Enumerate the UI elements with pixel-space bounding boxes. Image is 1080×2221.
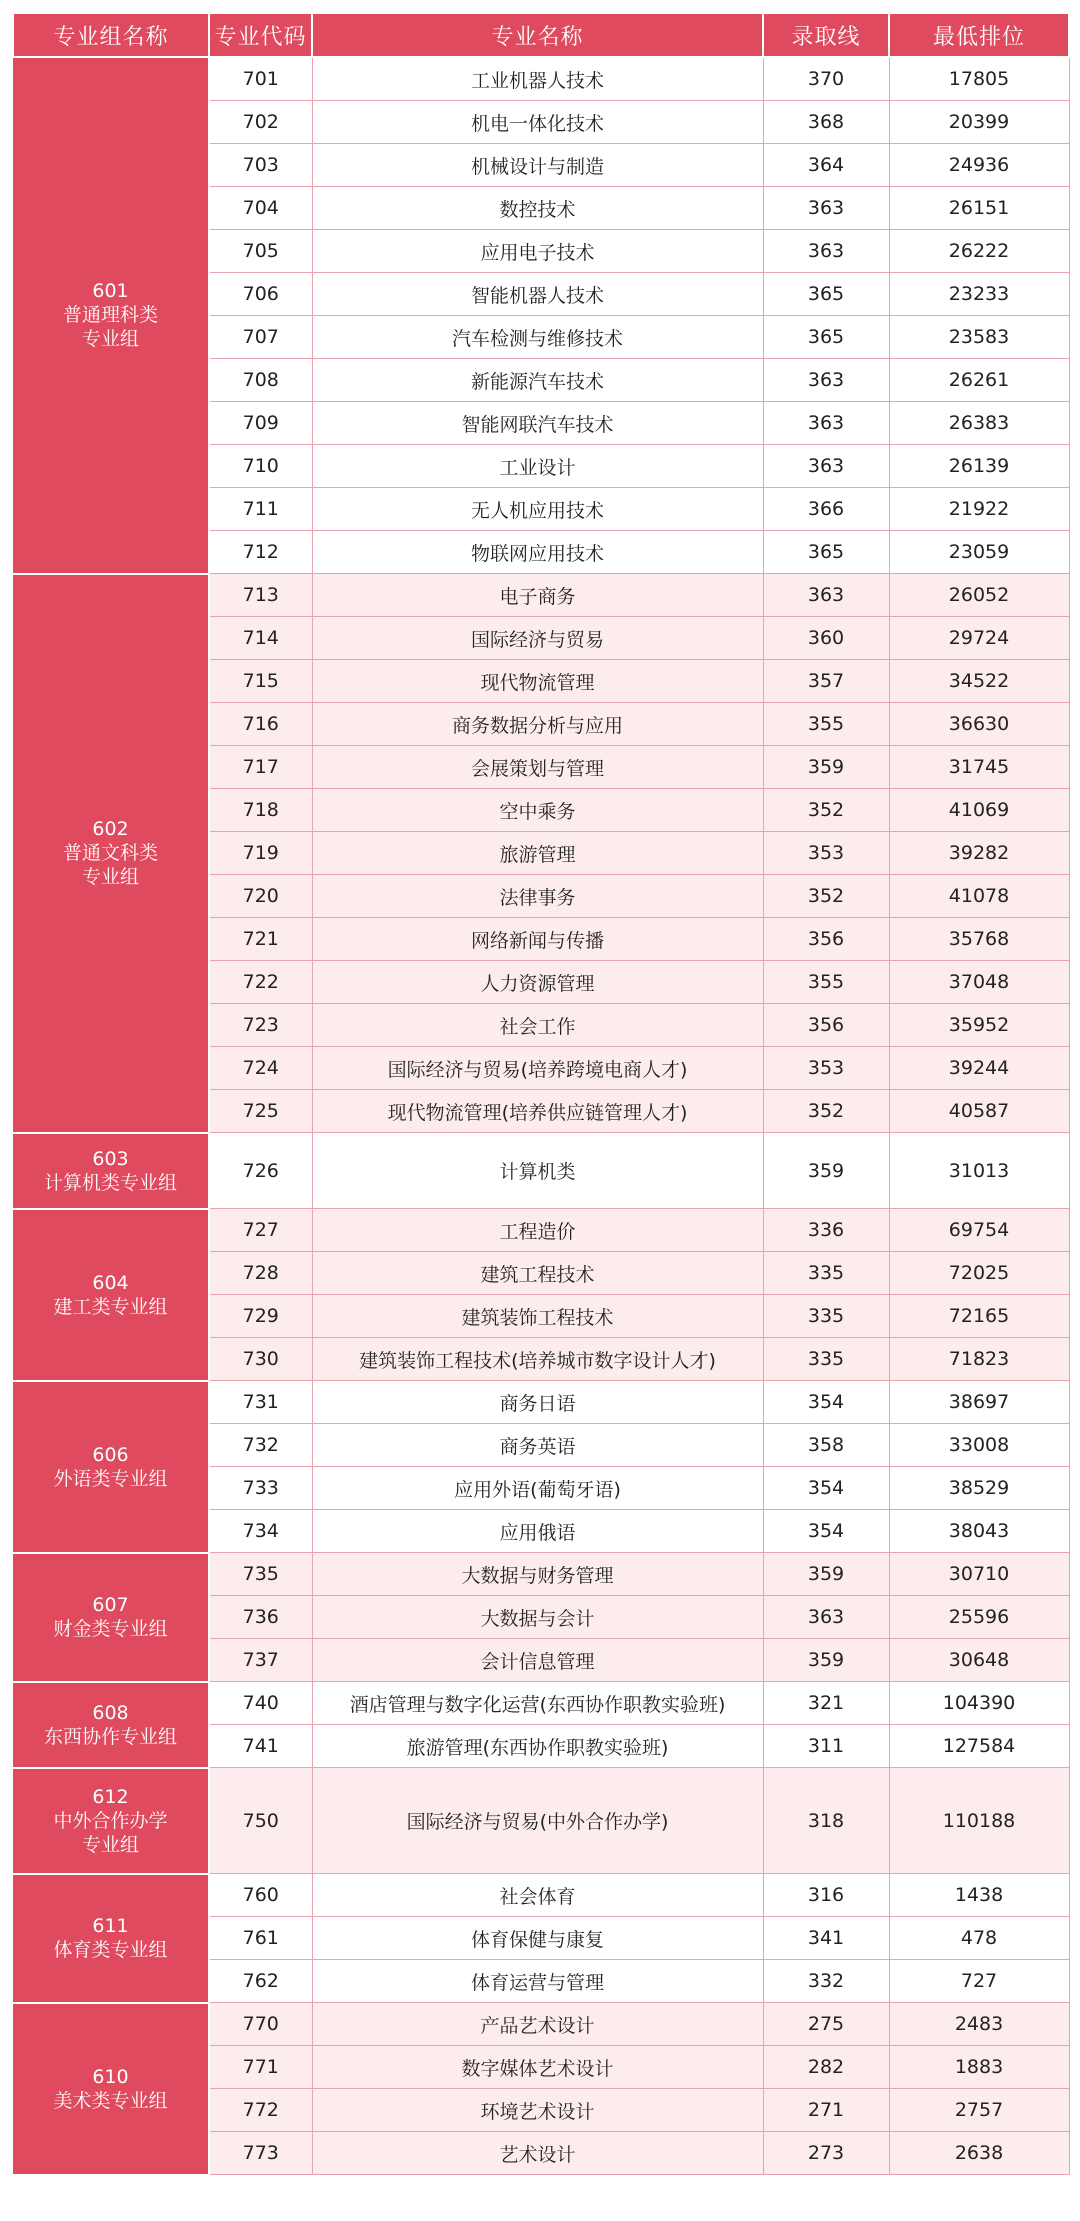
group-name-line: 普通理科类 [62,304,158,327]
group-name-cell [13,1133,209,1209]
major-code-cell: 719 [209,832,312,875]
lowest-rank-cell: 20399 [889,101,1069,144]
group-name-cell [13,574,209,1133]
admission-score-cell: 335 [763,1295,889,1338]
admission-score-cell: 353 [763,1047,889,1090]
lowest-rank-cell: 26139 [889,445,1069,488]
group-name-line: 608 [92,1701,129,1724]
admission-score-cell: 357 [763,660,889,703]
major-name-cell: 商务日语 [312,1381,763,1424]
group-name-line: 专业组 [81,866,139,888]
major-code-cell: 720 [209,875,312,918]
major-name-cell: 人力资源管理 [312,961,763,1004]
major-code-cell: 706 [209,273,312,316]
major-name-cell: 汽车检测与维修技术 [312,316,763,359]
group-name-line: 建工类专业组 [53,1295,168,1318]
lowest-rank-cell: 104390 [889,1682,1069,1725]
lowest-rank-cell: 40587 [889,1090,1069,1133]
admission-score-cell: 341 [763,1917,889,1960]
major-name-cell: 会计信息管理 [312,1639,763,1682]
major-name-cell: 商务英语 [312,1424,763,1467]
major-name-cell: 空中乘务 [312,789,763,832]
table-header-row [13,13,1069,57]
table-row [13,1209,1069,1252]
major-name-cell: 建筑装饰工程技术 [312,1295,763,1338]
lowest-rank-cell: 25596 [889,1596,1069,1639]
major-name-cell: 机械设计与制造 [312,144,763,187]
table-row [13,574,1069,617]
group-name-line: 专业组 [81,328,139,351]
group-name-cell [13,1768,209,1874]
group-name-cell [13,57,209,574]
major-code-cell: 737 [209,1639,312,1682]
major-name-cell: 现代物流管理(培养供应链管理人才) [312,1090,763,1133]
major-name-cell: 网络新闻与传播 [312,918,763,961]
lowest-rank-cell: 2757 [889,2089,1069,2132]
lowest-rank-cell: 71823 [889,1338,1069,1381]
lowest-rank-cell: 478 [889,1917,1069,1960]
lowest-rank-cell: 35952 [889,1004,1069,1047]
major-code-cell: 717 [209,746,312,789]
major-name-cell: 工程造价 [312,1209,763,1252]
table-row [13,1381,1069,1424]
major-code-cell: 728 [209,1252,312,1295]
admission-score-cell: 353 [763,832,889,875]
major-code-cell: 740 [209,1682,312,1725]
admission-score-cell: 352 [763,789,889,832]
major-name-cell: 应用电子技术 [312,230,763,273]
admission-score-cell: 368 [763,101,889,144]
admission-score-cell: 358 [763,1424,889,1467]
admission-score-cell: 352 [763,1090,889,1133]
group-name-line: 606 [92,1443,129,1466]
lowest-rank-cell: 31013 [889,1133,1069,1209]
admission-score-cell: 359 [763,1133,889,1209]
admission-score-cell: 359 [763,1639,889,1682]
lowest-rank-cell: 35768 [889,918,1069,961]
admission-score-cell: 365 [763,531,889,574]
group-name-cell [13,1553,209,1682]
admission-score-cell: 364 [763,144,889,187]
group-name-line: 体育类专业组 [53,1939,168,1961]
admission-score-cell: 370 [763,57,889,101]
lowest-rank-cell: 31745 [889,746,1069,789]
major-name-cell: 智能机器人技术 [312,273,763,316]
admission-score-cell: 363 [763,187,889,230]
major-name-cell: 环境艺术设计 [312,2089,763,2132]
admission-score-cell: 359 [763,746,889,789]
major-name-cell: 现代物流管理 [312,660,763,703]
admission-score-cell: 354 [763,1467,889,1510]
lowest-rank-cell: 39282 [889,832,1069,875]
major-name-cell: 酒店管理与数字化运营(东西协作职教实验班) [312,1682,763,1725]
lowest-rank-cell: 26222 [889,230,1069,273]
major-name-cell: 电子商务 [312,574,763,617]
admission-score-cell: 366 [763,488,889,531]
table-row [13,1553,1069,1596]
admission-score-cell: 352 [763,875,889,918]
group-name-line: 普通文科类 [62,842,158,864]
major-code-cell: 714 [209,617,312,660]
major-name-cell: 法律事务 [312,875,763,918]
group-name-line: 计算机类专业组 [43,1171,177,1194]
major-code-cell: 702 [209,101,312,144]
group-name-cell [13,1381,209,1553]
major-code-cell: 741 [209,1725,312,1768]
major-code-cell: 709 [209,402,312,445]
major-name-cell: 旅游管理(东西协作职教实验班) [312,1725,763,1768]
admission-score-cell: 321 [763,1682,889,1725]
major-code-cell: 772 [209,2089,312,2132]
lowest-rank-cell: 1883 [889,2046,1069,2089]
major-code-cell: 723 [209,1004,312,1047]
major-code-cell: 710 [209,445,312,488]
major-name-cell: 建筑工程技术 [312,1252,763,1295]
table-row [13,1133,1069,1209]
lowest-rank-cell: 37048 [889,961,1069,1004]
major-code-cell: 725 [209,1090,312,1133]
header-major-name: 专业名称 [312,13,763,57]
group-name-cell [13,1209,209,1381]
major-code-cell: 735 [209,1553,312,1596]
major-code-cell: 707 [209,316,312,359]
admission-score-cell: 271 [763,2089,889,2132]
lowest-rank-cell: 21922 [889,488,1069,531]
lowest-rank-cell: 38529 [889,1467,1069,1510]
admission-score-cell: 355 [763,703,889,746]
major-name-cell: 国际经济与贸易(中外合作办学) [312,1768,763,1874]
major-code-cell: 770 [209,2003,312,2046]
group-name-line: 610 [92,2065,129,2088]
group-name-line: 602 [92,818,129,840]
admission-score-cell: 336 [763,1209,889,1252]
lowest-rank-cell: 38043 [889,1510,1069,1553]
major-name-cell: 新能源汽车技术 [312,359,763,402]
lowest-rank-cell: 29724 [889,617,1069,660]
major-name-cell: 艺术设计 [312,2132,763,2175]
major-code-cell: 726 [209,1133,312,1209]
lowest-rank-cell: 23583 [889,316,1069,359]
major-name-cell: 大数据与财务管理 [312,1553,763,1596]
major-name-cell: 产品艺术设计 [312,2003,763,2046]
lowest-rank-cell: 2483 [889,2003,1069,2046]
group-name-line: 612 [92,1785,129,1808]
admission-score-cell: 354 [763,1381,889,1424]
major-code-cell: 705 [209,230,312,273]
table-row [13,1768,1069,1874]
major-name-cell: 国际经济与贸易 [312,617,763,660]
admission-score-cell: 356 [763,918,889,961]
admission-score-cell: 363 [763,402,889,445]
lowest-rank-cell: 24936 [889,144,1069,187]
admission-score-cell: 365 [763,273,889,316]
admission-score-cell: 356 [763,1004,889,1047]
lowest-rank-cell: 26151 [889,187,1069,230]
major-code-cell: 760 [209,1874,312,1917]
lowest-rank-cell: 34522 [889,660,1069,703]
group-name-line: 专业组 [81,1833,139,1856]
lowest-rank-cell: 26052 [889,574,1069,617]
admission-score-cell: 365 [763,316,889,359]
group-name-line: 604 [92,1271,129,1294]
lowest-rank-cell: 1438 [889,1874,1069,1917]
admission-score-table [12,12,1070,2176]
admission-score-cell: 316 [763,1874,889,1917]
group-name-cell [13,1874,209,2003]
major-code-cell: 732 [209,1424,312,1467]
admission-score-cell: 273 [763,2132,889,2175]
major-code-cell: 750 [209,1768,312,1874]
major-name-cell: 大数据与会计 [312,1596,763,1639]
lowest-rank-cell: 30648 [889,1639,1069,1682]
header-group-name: 专业组名称 [13,13,209,57]
admission-score-cell: 363 [763,359,889,402]
major-code-cell: 712 [209,531,312,574]
major-name-cell: 社会体育 [312,1874,763,1917]
table-row [13,1682,1069,1725]
major-code-cell: 713 [209,574,312,617]
major-code-cell: 721 [209,918,312,961]
major-name-cell: 国际经济与贸易(培养跨境电商人才) [312,1047,763,1090]
lowest-rank-cell: 41078 [889,875,1069,918]
major-name-cell: 机电一体化技术 [312,101,763,144]
major-code-cell: 730 [209,1338,312,1381]
major-code-cell: 736 [209,1596,312,1639]
table-row [13,2003,1069,2046]
major-code-cell: 703 [209,144,312,187]
group-name-line: 东西协作专业组 [43,1725,177,1748]
lowest-rank-cell: 39244 [889,1047,1069,1090]
major-code-cell: 722 [209,961,312,1004]
group-name-cell [13,1682,209,1768]
lowest-rank-cell: 26383 [889,402,1069,445]
lowest-rank-cell: 26261 [889,359,1069,402]
admission-score-cell: 363 [763,1596,889,1639]
major-name-cell: 无人机应用技术 [312,488,763,531]
major-name-cell: 工业机器人技术 [312,57,763,101]
lowest-rank-cell: 38697 [889,1381,1069,1424]
lowest-rank-cell: 727 [889,1960,1069,2003]
major-code-cell: 762 [209,1960,312,2003]
lowest-rank-cell: 110188 [889,1768,1069,1874]
major-code-cell: 734 [209,1510,312,1553]
header-lowest-rank: 最低排位 [889,13,1069,57]
admission-score-cell: 335 [763,1252,889,1295]
major-name-cell: 应用俄语 [312,1510,763,1553]
admission-score-cell: 332 [763,1960,889,2003]
admission-score-cell: 318 [763,1768,889,1874]
major-code-cell: 761 [209,1917,312,1960]
major-code-cell: 731 [209,1381,312,1424]
admission-score-cell: 282 [763,2046,889,2089]
admission-score-cell: 275 [763,2003,889,2046]
major-code-cell: 716 [209,703,312,746]
lowest-rank-cell: 72025 [889,1252,1069,1295]
major-code-cell: 704 [209,187,312,230]
major-code-cell: 727 [209,1209,312,1252]
admission-score-cell: 363 [763,574,889,617]
major-name-cell: 旅游管理 [312,832,763,875]
major-name-cell: 数控技术 [312,187,763,230]
header-admission-score: 录取线 [763,13,889,57]
major-name-cell: 物联网应用技术 [312,531,763,574]
major-name-cell: 计算机类 [312,1133,763,1209]
group-name-line: 美术类专业组 [53,2089,168,2112]
major-name-cell: 工业设计 [312,445,763,488]
admission-score-cell: 354 [763,1510,889,1553]
major-code-cell: 718 [209,789,312,832]
major-name-cell: 数字媒体艺术设计 [312,2046,763,2089]
major-name-cell: 体育运营与管理 [312,1960,763,2003]
major-code-cell: 711 [209,488,312,531]
lowest-rank-cell: 69754 [889,1209,1069,1252]
lowest-rank-cell: 30710 [889,1553,1069,1596]
header-major-code: 专业代码 [209,13,312,57]
lowest-rank-cell: 23059 [889,531,1069,574]
admission-score-cell: 359 [763,1553,889,1596]
admission-score-cell: 355 [763,961,889,1004]
group-name-line: 607 [92,1594,129,1616]
table-body [13,57,1069,2175]
major-code-cell: 715 [209,660,312,703]
table-row [13,57,1069,101]
lowest-rank-cell: 17805 [889,57,1069,101]
group-name-line: 611 [92,1915,129,1937]
major-code-cell: 773 [209,2132,312,2175]
admission-score-cell: 363 [763,230,889,273]
major-name-cell: 智能网联汽车技术 [312,402,763,445]
major-code-cell: 729 [209,1295,312,1338]
lowest-rank-cell: 41069 [889,789,1069,832]
lowest-rank-cell: 2638 [889,2132,1069,2175]
major-name-cell: 建筑装饰工程技术(培养城市数字设计人才) [312,1338,763,1381]
admission-score-cell: 335 [763,1338,889,1381]
group-name-line: 财金类专业组 [53,1618,168,1640]
admission-score-cell: 311 [763,1725,889,1768]
admission-score-cell: 363 [763,445,889,488]
major-name-cell: 体育保健与康复 [312,1917,763,1960]
major-name-cell: 会展策划与管理 [312,746,763,789]
major-code-cell: 701 [209,57,312,101]
major-code-cell: 724 [209,1047,312,1090]
group-name-line: 601 [92,280,129,303]
lowest-rank-cell: 36630 [889,703,1069,746]
major-code-cell: 708 [209,359,312,402]
group-name-line: 外语类专业组 [53,1467,168,1490]
major-name-cell: 社会工作 [312,1004,763,1047]
major-code-cell: 733 [209,1467,312,1510]
lowest-rank-cell: 33008 [889,1424,1069,1467]
lowest-rank-cell: 23233 [889,273,1069,316]
group-name-line: 中外合作办学 [53,1809,168,1832]
major-name-cell: 商务数据分析与应用 [312,703,763,746]
major-code-cell: 771 [209,2046,312,2089]
lowest-rank-cell: 127584 [889,1725,1069,1768]
admission-score-cell: 360 [763,617,889,660]
group-name-cell [13,2003,209,2175]
major-name-cell: 应用外语(葡萄牙语) [312,1467,763,1510]
lowest-rank-cell: 72165 [889,1295,1069,1338]
group-name-line: 603 [92,1147,129,1170]
table-row [13,1874,1069,1917]
